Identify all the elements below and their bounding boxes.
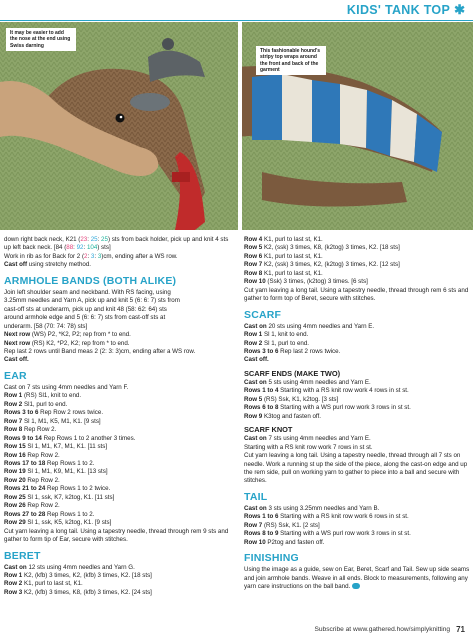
armhole-line-4: around armhole edge and 5 (6: 6: 7) sts from cast-off sts at bbox=[4, 314, 166, 322]
instruction-row: Row 1 Sl 1, knit to end. bbox=[244, 331, 309, 339]
page-number: 71 bbox=[456, 625, 465, 634]
page-footer bbox=[314, 625, 465, 634]
dog-head-illustration bbox=[0, 22, 238, 230]
instruction-row: Rows 9 to 14 Rep Rows 1 to 2 another 3 times. bbox=[4, 434, 136, 442]
left-column bbox=[4, 236, 232, 597]
right-column bbox=[244, 236, 470, 592]
heading-scarf: SCARF bbox=[244, 308, 282, 321]
finishing-text: Using the image as a guide, sew on Ear, Beret, Scarf and Tail. Sew up side seams and join armhole bands. Weave in all ends. Block to measurements, following any yarn care instructions on the ball band. bbox=[244, 566, 470, 591]
armhole-line-5: underarm. [58 (70: 74: 78) sts] bbox=[4, 322, 88, 330]
instruction-row: Row 26 Rep Row 2. bbox=[4, 502, 60, 510]
instruction-row: Row 2 Sl 1, purl to end. bbox=[244, 339, 310, 347]
scarf-ends-rows bbox=[244, 379, 470, 421]
caption-nose: It may be easier to add the nose at the end using Swiss darning bbox=[6, 28, 76, 51]
next-row-ws: Next row (WS) P2, *K2, P2; rep from * to end. bbox=[4, 331, 131, 339]
instruction-row: Rows 8 to 9 Starting with a WS purl row work 3 rows in st st. bbox=[244, 530, 411, 538]
ear-end: Cut yarn leaving a long tail. Using a tapestry needle, thread through rem 9 sts and gather to form tip of Ear, secure with stitches. bbox=[4, 527, 229, 544]
ear-rows bbox=[4, 384, 232, 528]
instruction-row: Rows 3 to 6 Rep last 2 rows twice. bbox=[244, 347, 341, 355]
next-row-rs: Next row (RS) K2, *P2, K2; rep from * to end. bbox=[4, 339, 130, 347]
instruction-row: Rows 21 to 24 Rep Rows 1 to 2 twice. bbox=[4, 485, 111, 493]
heading-ear: EAR bbox=[4, 369, 27, 382]
instruction-row: Row 29 Sl 1, ssk, K5, k2tog, K1. [9 sts] bbox=[4, 519, 112, 527]
photo-strip bbox=[0, 22, 473, 230]
castoff-line-2: Cast off. bbox=[4, 356, 29, 364]
instruction-row: Row 8 K1, purl to last st, K1. bbox=[244, 269, 323, 277]
instruction-row: Cast on 3 sts using 3.25mm needles and Yarn B. bbox=[244, 504, 380, 512]
instruction-row: Cast on 7 sts using 4mm needles and Yarn E. bbox=[244, 435, 371, 443]
instruction-row: Row 1 (RS) Sl1, knit to end. bbox=[4, 392, 82, 400]
photo-dog-head bbox=[0, 22, 238, 230]
instruction-row: Row 6 K1, purl to last st, K1. bbox=[244, 252, 323, 260]
heading-beret: BERET bbox=[4, 549, 41, 562]
scarf-knot-text-2: Cut yarn leaving a long tail. Using a tapestry needle, thread through all 7 sts on needle. Work a running st up the side of the piece, along the cast-on edge and up the rem side, pull on working yarn to gather to piece into a ball and secure with stitches. bbox=[244, 452, 468, 485]
instruction-row: Row 7 Sl 1, M1, K5, M1, K1. [9 sts] bbox=[4, 417, 101, 425]
armhole-line-2: 3.25mm needles and Yarn A, pick up and knit 5 (6: 6: 7) sts from bbox=[4, 297, 180, 305]
instruction-row: Row 25 Sl 1, ssk, K7, k2tog, K1. [11 sts] bbox=[4, 493, 115, 501]
instruction-row: Row 15 Sl 1, M1, K7, M1, K1. [11 sts] bbox=[4, 443, 108, 451]
instruction-row: Row 16 Rep Row 2. bbox=[4, 451, 60, 459]
instruction-row: Row 2 Sl1, purl to end. bbox=[4, 400, 68, 408]
star-icon: ✱ bbox=[454, 2, 465, 17]
heading-finishing: FINISHING bbox=[244, 552, 299, 565]
instruction-row: Cast on 5 sts using 4mm needles and Yarn E. bbox=[244, 378, 371, 386]
tail-rows bbox=[244, 505, 470, 547]
section-title: KIDS' TANK TOP bbox=[346, 3, 451, 17]
end-mark-icon bbox=[352, 583, 360, 589]
heading-armhole-bands: ARMHOLE BANDS (BOTH ALIKE) bbox=[4, 274, 177, 287]
instruction-row: Row 2 K1, purl to last st, K1. bbox=[4, 580, 83, 588]
instruction-row: Row 5 K2, (ssk) 3 times, K8, (k2tog) 3 times, K2. [18 sts] bbox=[244, 244, 400, 252]
beret-rows-left bbox=[4, 564, 232, 598]
instruction-row: Cast on 20 sts using 4mm needles and Yarn E. bbox=[244, 322, 375, 330]
subscribe-text: Subscribe at www.gathered.how/simplyknitting bbox=[314, 626, 451, 633]
scarf-knot-rows bbox=[244, 435, 470, 443]
instruction-row: Row 9 K3tog and fasten off. bbox=[244, 412, 321, 420]
armhole-line-1: Join left shoulder seam and neckband. With RS facing, using bbox=[4, 288, 171, 296]
armhole-line-3: cast-off sts at underarm, pick up and knit 48 (58: 62: 64) sts bbox=[4, 305, 167, 313]
caption-top: This fashionable hound's stripy top wraps around the front and back of the garment bbox=[256, 46, 326, 75]
instruction-row: Row 5 (RS) Ssk, K1, k2tog. [3 sts] bbox=[244, 395, 339, 403]
neckband-instructions: down right back neck, K21 (23: 25: 25) sts from back holder, pick up and knit 4 sts up left back neck. [84 (88: 92: 104) sts] bbox=[4, 236, 229, 252]
instruction-row: Row 7 (RS) Ssk, K1. [2 sts] bbox=[244, 521, 320, 529]
castoff-line: Cast off using stretchy method. bbox=[4, 261, 91, 269]
heading-scarf-ends: SCARF ENDS (MAKE TWO) bbox=[244, 368, 341, 378]
instruction-row: Row 20 Rep Row 2. bbox=[4, 476, 60, 484]
instruction-row: Row 4 K1, purl to last st, K1. bbox=[244, 236, 323, 243]
beret-end: Cut yarn leaving a long tail. Using a tapestry needle, thread through rem 6 sts and gather to form top of Beret, secure with stitches. bbox=[244, 286, 469, 303]
instruction-row: Row 3 K2, (kfb) 3 times, K8, (kfb) 3 times, K2. [24 sts] bbox=[4, 588, 152, 596]
instruction-row: Row 10 (Ssk) 3 times, (k2tog) 3 times. [6 sts] bbox=[244, 278, 368, 286]
heading-tail: TAIL bbox=[244, 490, 268, 503]
instruction-row: Rows 17 to 18 Rep Rows 1 to 2. bbox=[4, 459, 95, 467]
instruction-row: Rows 6 to 8 Starting with a WS purl row work 3 rows in st st. bbox=[244, 404, 411, 412]
scarf-rows bbox=[244, 323, 470, 365]
instruction-row: Row 8 Rep Row 2. bbox=[4, 426, 57, 434]
instruction-row: Rows 1 to 6 Starting with a RS knit row work 6 rows in st st. bbox=[244, 513, 409, 521]
instruction-row: Cast off. bbox=[244, 356, 269, 364]
header-rule bbox=[0, 20, 473, 21]
instruction-row: Row 10 P2tog and fasten off. bbox=[244, 538, 325, 546]
rep-last-line: Rep last 2 rows until Band meas 2 (2: 3: 3)cm, ending after a WS row. bbox=[4, 347, 196, 355]
instruction-row: Cast on 7 sts using 4mm needles and Yarn F. bbox=[4, 383, 129, 391]
rib-instructions: Work in rib as for Back for 2 (2: 3: 3)cm, ending after a WS row. bbox=[4, 252, 178, 260]
instruction-row: Row 7 K2, (ssk) 3 times, K2, (k2tog) 3 times, K2. [12 sts] bbox=[244, 261, 400, 269]
scarf-knot-text-1: Starting with a RS knit row work 7 rows in st st. bbox=[244, 443, 373, 451]
page-header bbox=[347, 0, 465, 20]
instruction-row: Cast on 12 sts using 4mm needles and Yarn G. bbox=[4, 563, 135, 571]
photo-dog-body bbox=[242, 22, 473, 230]
instruction-row: Rows 3 to 6 Rep Row 2 rows twice. bbox=[4, 409, 104, 417]
instruction-row: Row 19 Sl 1, M1, K9, M1, K1. [13 sts] bbox=[4, 468, 108, 476]
beret-rows-right bbox=[244, 236, 470, 287]
instruction-row: Rows 27 to 28 Rep Rows 1 to 2. bbox=[4, 510, 95, 518]
instruction-row: Row 1 K2, (kfb) 3 times, K2, (kfb) 3 times, K2. [18 sts] bbox=[4, 571, 152, 579]
heading-scarf-knot: SCARF KNOT bbox=[244, 425, 293, 435]
instruction-row: Rows 1 to 4 Starting with a RS knit row work 4 rows in st st. bbox=[244, 387, 409, 395]
